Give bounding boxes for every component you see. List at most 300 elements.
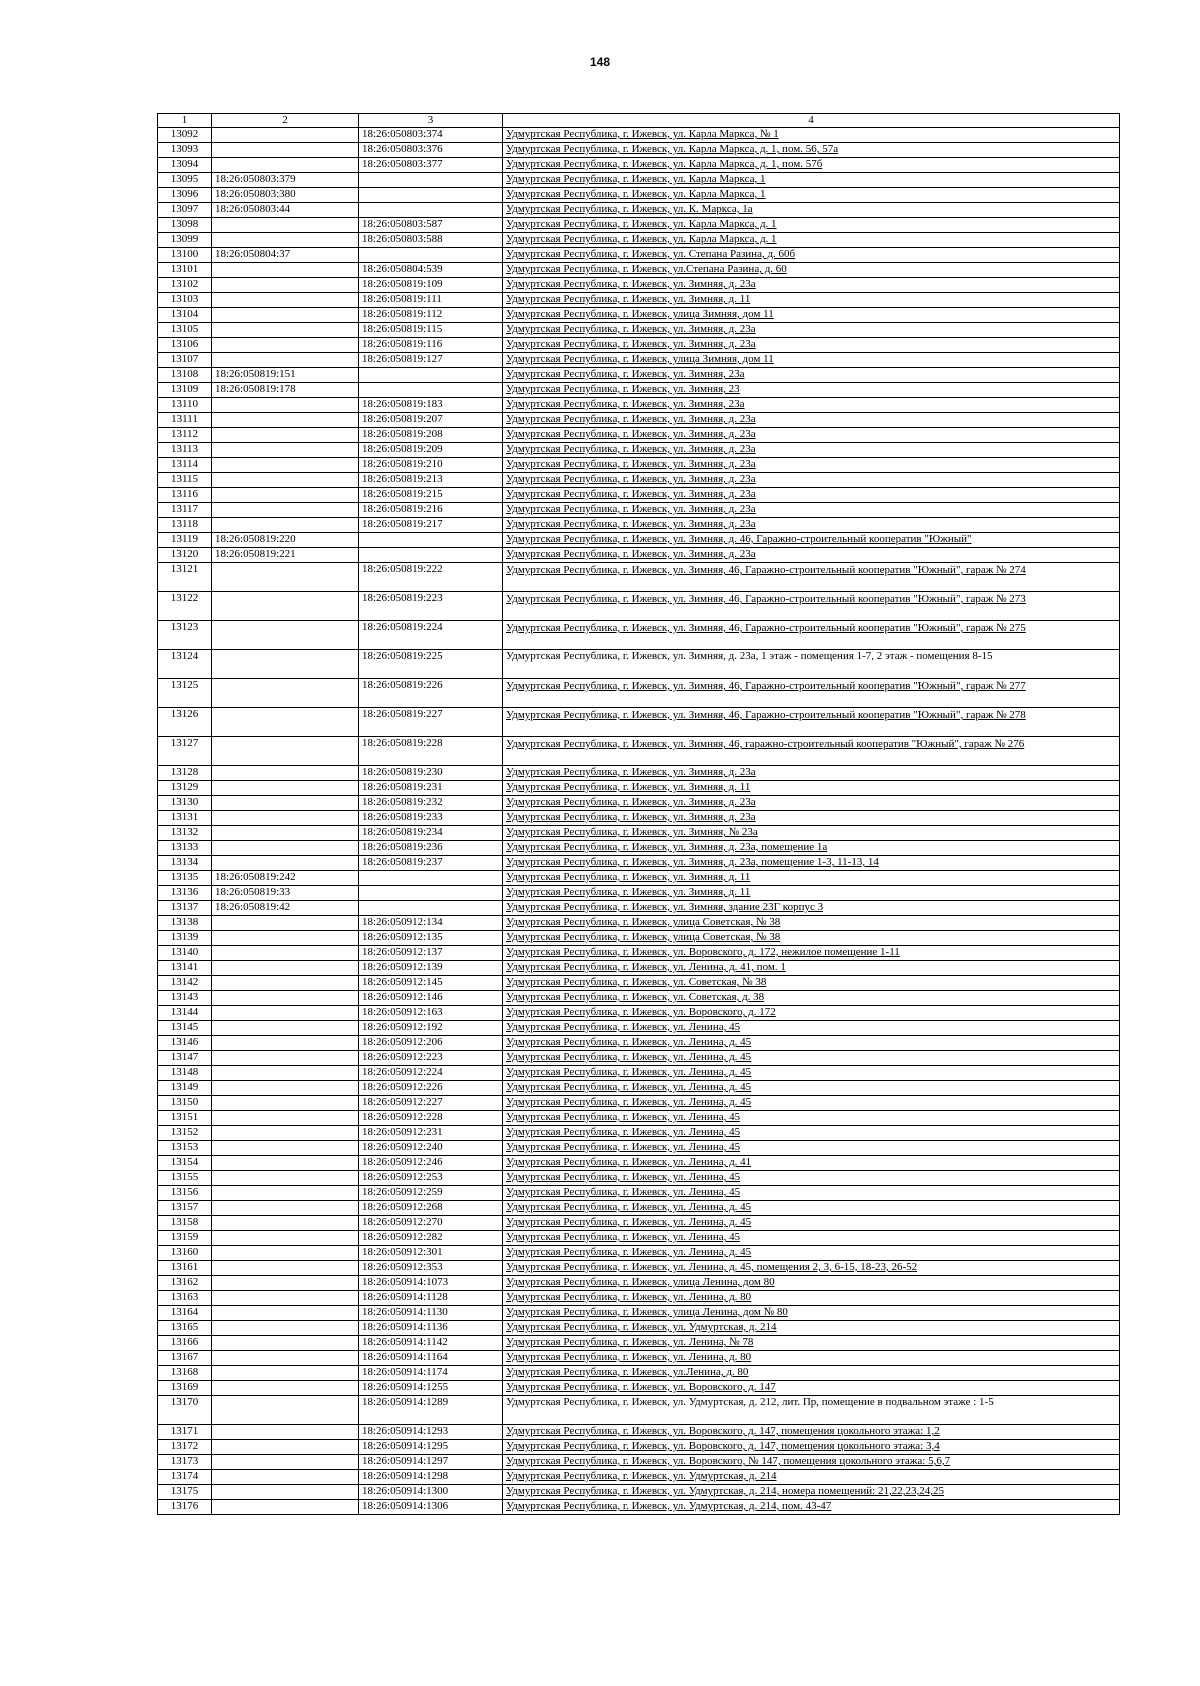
table-row [158,443,1120,458]
table-row [158,1216,1120,1231]
premises-cadastral-number-cell: 18:26:050914:1295 [359,1440,503,1455]
registry-table [157,113,1120,1515]
cadastral-number-cell: 18:26:050804:37 [212,248,359,263]
table-row [158,188,1120,203]
premises-cadastral-number-cell: 18:26:050819:225 [359,650,503,679]
address-cell: Удмуртская Республика, г. Ижевск, ул.Ленина, д. 80 [503,1366,1120,1381]
premises-cadastral-number-cell: 18:26:050914:1297 [359,1455,503,1470]
premises-cadastral-number-cell: 18:26:050914:1293 [359,1425,503,1440]
row-number-cell: 13132 [158,826,212,841]
table-row [158,563,1120,592]
premises-cadastral-number-cell: 18:26:050803:377 [359,158,503,173]
cadastral-number-cell [212,128,359,143]
cadastral-number-cell [212,1396,359,1425]
address-cell: Удмуртская Республика, г. Ижевск, ул. Ленина, 45 [503,1141,1120,1156]
premises-cadastral-number-cell: 18:26:050819:236 [359,841,503,856]
row-number-cell: 13139 [158,931,212,946]
table-row [158,1336,1120,1351]
cadastral-number-cell [212,621,359,650]
cadastral-number-cell [212,1291,359,1306]
cadastral-number-cell: 18:26:050803:44 [212,203,359,218]
table-row [158,841,1120,856]
address-cell: Удмуртская Республика, г. Ижевск, ул. Воровского, д. 172, нежилое помещение 1-11 [503,946,1120,961]
row-number-cell: 13111 [158,413,212,428]
premises-cadastral-number-cell: 18:26:050914:1073 [359,1276,503,1291]
row-number-cell: 13140 [158,946,212,961]
row-number-cell: 13142 [158,976,212,991]
row-number-cell: 13103 [158,293,212,308]
address-cell: Удмуртская Республика, г. Ижевск, ул. Воровского, д. 147, помещения цокольного этажа: 1,2 [503,1425,1120,1440]
row-number-cell: 13094 [158,158,212,173]
table-row [158,173,1120,188]
premises-cadastral-number-cell: 18:26:050912:282 [359,1231,503,1246]
cadastral-number-cell [212,679,359,708]
row-number-cell: 13095 [158,173,212,188]
row-number-cell: 13106 [158,338,212,353]
row-number-cell: 13138 [158,916,212,931]
row-number-cell: 13166 [158,1336,212,1351]
cadastral-number-cell [212,1216,359,1231]
cadastral-number-cell [212,1246,359,1261]
cadastral-number-cell [212,781,359,796]
row-number-cell: 13155 [158,1171,212,1186]
row-number-cell: 13096 [158,188,212,203]
cadastral-number-cell [212,488,359,503]
table-row [158,1021,1120,1036]
address-cell: Удмуртская Республика, г. Ижевск, ул. Зимняя, д. 23а [503,796,1120,811]
cadastral-number-cell [212,1006,359,1021]
address-cell: Удмуртская Республика, г. Ижевск, ул. Ленина, № 78 [503,1336,1120,1351]
address-cell: Удмуртская Республика, г. Ижевск, улица Советская, № 38 [503,916,1120,931]
cadastral-number-cell [212,1276,359,1291]
premises-cadastral-number-cell [359,886,503,901]
table-row [158,781,1120,796]
address-cell: Удмуртская Республика, г. Ижевск, ул. Воровского, д. 147 [503,1381,1120,1396]
premises-cadastral-number-cell: 18:26:050819:112 [359,308,503,323]
row-number-cell: 13148 [158,1066,212,1081]
row-number-cell: 13130 [158,796,212,811]
table-row [158,218,1120,233]
premises-cadastral-number-cell: 18:26:050819:216 [359,503,503,518]
premises-cadastral-number-cell [359,248,503,263]
table-row [158,961,1120,976]
row-number-cell: 13135 [158,871,212,886]
cadastral-number-cell [212,1036,359,1051]
address-cell: Удмуртская Республика, г. Ижевск, ул. Зимняя, д. 23а [503,503,1120,518]
address-cell: Удмуртская Республика, г. Ижевск, ул. Зимняя, 46, Гаражно-строительный кооператив "Южный", гараж № 278 [503,708,1120,737]
address-cell: Удмуртская Республика, г. Ижевск, ул. Зимняя, д. 23а, 1 этаж - помещения 1-7, 2 этаж - помещения 8-15 [503,650,1120,679]
address-cell: Удмуртская Республика, г. Ижевск, ул.Степана Разина, д. 60 [503,263,1120,278]
row-number-cell: 13143 [158,991,212,1006]
premises-cadastral-number-cell: 18:26:050912:259 [359,1186,503,1201]
table-row [158,679,1120,708]
row-number-cell: 13117 [158,503,212,518]
row-number-cell: 13144 [158,1006,212,1021]
address-cell: Удмуртская Республика, г. Ижевск, ул. Зимняя, д. 23а [503,443,1120,458]
row-number-cell: 13154 [158,1156,212,1171]
table-row [158,458,1120,473]
address-cell: Удмуртская Республика, г. Ижевск, ул. Зимняя, д. 11 [503,871,1120,886]
address-cell: Удмуртская Республика, г. Ижевск, ул. Карла Маркса, д. 1, пом. 57б [503,158,1120,173]
address-cell: Удмуртская Республика, г. Ижевск, ул. Зимняя, д. 23а [503,458,1120,473]
cadastral-number-cell [212,1186,359,1201]
premises-cadastral-number-cell [359,383,503,398]
row-number-cell: 13114 [158,458,212,473]
table-row [158,1156,1120,1171]
row-number-cell: 13173 [158,1455,212,1470]
row-number-cell: 13171 [158,1425,212,1440]
row-number-cell: 13150 [158,1096,212,1111]
row-number-cell: 13160 [158,1246,212,1261]
cadastral-number-cell [212,278,359,293]
table-row [158,650,1120,679]
row-number-cell: 13167 [158,1351,212,1366]
cadastral-number-cell [212,1500,359,1515]
premises-cadastral-number-cell: 18:26:050819:109 [359,278,503,293]
premises-cadastral-number-cell: 18:26:050912:240 [359,1141,503,1156]
table-row [158,1081,1120,1096]
premises-cadastral-number-cell: 18:26:050912:145 [359,976,503,991]
table-row [158,308,1120,323]
cadastral-number-cell [212,323,359,338]
premises-cadastral-number-cell: 18:26:050819:183 [359,398,503,413]
row-number-cell: 13105 [158,323,212,338]
address-cell: Удмуртская Республика, г. Ижевск, ул. Ленина, д. 45, помещения 2, 3, 6-15, 18-23, 26-52 [503,1261,1120,1276]
premises-cadastral-number-cell: 18:26:050912:231 [359,1126,503,1141]
premises-cadastral-number-cell: 18:26:050912:246 [359,1156,503,1171]
cadastral-number-cell [212,1231,359,1246]
cadastral-number-cell [212,293,359,308]
table-row [158,248,1120,263]
premises-cadastral-number-cell: 18:26:050914:1306 [359,1500,503,1515]
premises-cadastral-number-cell [359,871,503,886]
row-number-cell: 13158 [158,1216,212,1231]
row-number-cell: 13120 [158,548,212,563]
cadastral-number-cell [212,946,359,961]
table-row [158,856,1120,871]
table-row [158,886,1120,901]
row-number-cell: 13109 [158,383,212,398]
address-cell: Удмуртская Республика, г. Ижевск, ул. Зимняя, д. 23а [503,413,1120,428]
row-number-cell: 13116 [158,488,212,503]
cadastral-number-cell [212,1126,359,1141]
row-number-cell: 13133 [158,841,212,856]
address-cell: Удмуртская Республика, г. Ижевск, ул. Зимняя, д. 11 [503,886,1120,901]
table-row [158,1440,1120,1455]
premises-cadastral-number-cell: 18:26:050819:222 [359,563,503,592]
cadastral-number-cell [212,1366,359,1381]
row-number-cell: 13126 [158,708,212,737]
cadastral-number-cell: 18:26:050819:42 [212,901,359,916]
table-row [158,1171,1120,1186]
table-row [158,398,1120,413]
row-number-cell: 13165 [158,1321,212,1336]
address-cell: Удмуртская Республика, г. Ижевск, ул. Зимняя, д. 11 [503,781,1120,796]
cadastral-number-cell: 18:26:050819:178 [212,383,359,398]
premises-cadastral-number-cell: 18:26:050819:111 [359,293,503,308]
cadastral-number-cell [212,518,359,533]
table-row [158,1366,1120,1381]
premises-cadastral-number-cell: 18:26:050914:1130 [359,1306,503,1321]
table-row [158,1246,1120,1261]
address-cell: Удмуртская Республика, г. Ижевск, ул. Ленина, д. 41 [503,1156,1120,1171]
premises-cadastral-number-cell: 18:26:050912:353 [359,1261,503,1276]
column-header-4: 4 [503,114,1120,128]
address-cell: Удмуртская Республика, г. Ижевск, ул. Зимняя, д. 23а [503,323,1120,338]
table-row [158,278,1120,293]
premises-cadastral-number-cell: 18:26:050912:206 [359,1036,503,1051]
address-cell: Удмуртская Республика, г. Ижевск, ул. Ленина, 45 [503,1186,1120,1201]
address-cell: Удмуртская Республика, г. Ижевск, ул. Ленина, д. 45 [503,1246,1120,1261]
premises-cadastral-number-cell: 18:26:050819:209 [359,443,503,458]
table-row [158,1276,1120,1291]
table-row [158,1006,1120,1021]
cadastral-number-cell [212,826,359,841]
table-row [158,353,1120,368]
header-row [158,114,1120,128]
address-cell: Удмуртская Республика, г. Ижевск, ул. Зимняя, д. 23а [503,548,1120,563]
row-number-cell: 13134 [158,856,212,871]
table-row [158,1051,1120,1066]
cadastral-number-cell [212,353,359,368]
premises-cadastral-number-cell [359,368,503,383]
row-number-cell: 13152 [158,1126,212,1141]
cadastral-number-cell: 18:26:050803:380 [212,188,359,203]
row-number-cell: 13097 [158,203,212,218]
premises-cadastral-number-cell: 18:26:050912:227 [359,1096,503,1111]
row-number-cell: 13137 [158,901,212,916]
address-cell: Удмуртская Республика, г. Ижевск, ул. Воровского, д. 172 [503,1006,1120,1021]
address-cell: Удмуртская Республика, г. Ижевск, ул. Удмуртская, д. 212, лит. Пр, помещение в подвальном этаже : 1-5 [503,1396,1120,1425]
address-cell: Удмуртская Республика, г. Ижевск, ул. Зимняя, д. 23а [503,278,1120,293]
address-cell: Удмуртская Республика, г. Ижевск, ул. Зимняя, 46, Гаражно-строительный кооператив "Южный", гараж № 275 [503,621,1120,650]
row-number-cell: 13162 [158,1276,212,1291]
address-cell: Удмуртская Республика, г. Ижевск, ул. Зимняя, д. 23а [503,811,1120,826]
address-cell: Удмуртская Республика, г. Ижевск, ул. Зимняя, д. 23а [503,766,1120,781]
row-number-cell: 13141 [158,961,212,976]
row-number-cell: 13123 [158,621,212,650]
table-row [158,473,1120,488]
table-row [158,368,1120,383]
premises-cadastral-number-cell: 18:26:050912:135 [359,931,503,946]
address-cell: Удмуртская Республика, г. Ижевск, ул. Зимняя, д. 23а [503,488,1120,503]
table-row [158,916,1120,931]
address-cell: Удмуртская Республика, г. Ижевск, ул. Удмуртская, д. 214, номера помещений: 21,22,23,24,25 [503,1485,1120,1500]
table-row [158,1066,1120,1081]
cadastral-number-cell [212,1051,359,1066]
cadastral-number-cell [212,233,359,248]
table-row [158,548,1120,563]
address-cell: Удмуртская Республика, г. Ижевск, ул. Зимняя, 46, Гаражно-строительный кооператив "Южный", гараж № 277 [503,679,1120,708]
address-cell: Удмуртская Республика, г. Ижевск, ул. Карла Маркса, д. 1, пом. 56, 57а [503,143,1120,158]
premises-cadastral-number-cell: 18:26:050819:215 [359,488,503,503]
table-row [158,383,1120,398]
cadastral-number-cell [212,458,359,473]
table-row [158,203,1120,218]
row-number-cell: 13175 [158,1485,212,1500]
cadastral-number-cell [212,308,359,323]
premises-cadastral-number-cell: 18:26:050819:227 [359,708,503,737]
premises-cadastral-number-cell: 18:26:050819:223 [359,592,503,621]
premises-cadastral-number-cell: 18:26:050914:1174 [359,1366,503,1381]
cadastral-number-cell [212,1111,359,1126]
cadastral-number-cell [212,1066,359,1081]
table-row [158,233,1120,248]
row-number-cell: 13118 [158,518,212,533]
cadastral-number-cell [212,443,359,458]
address-cell: Удмуртская Республика, г. Ижевск, ул. Ленина, д. 45 [503,1201,1120,1216]
premises-cadastral-number-cell: 18:26:050819:237 [359,856,503,871]
premises-cadastral-number-cell: 18:26:050912:228 [359,1111,503,1126]
column-header-2: 2 [212,114,359,128]
address-cell: Удмуртская Республика, г. Ижевск, ул. Ленина, д. 45 [503,1051,1120,1066]
cadastral-number-cell [212,1201,359,1216]
address-cell: Удмуртская Республика, г. Ижевск, ул. Ленина, д. 41, пом. 1 [503,961,1120,976]
address-cell: Удмуртская Республика, г. Ижевск, ул. Зимняя, 23 [503,383,1120,398]
premises-cadastral-number-cell: 18:26:050819:127 [359,353,503,368]
cadastral-number-cell [212,841,359,856]
row-number-cell: 13149 [158,1081,212,1096]
premises-cadastral-number-cell: 18:26:050914:1289 [359,1396,503,1425]
row-number-cell: 13102 [158,278,212,293]
row-number-cell: 13113 [158,443,212,458]
table-row [158,413,1120,428]
table-row [158,1351,1120,1366]
address-cell: Удмуртская Республика, г. Ижевск, ул. Зимняя, здание 23Г корпус 3 [503,901,1120,916]
cadastral-number-cell [212,1306,359,1321]
cadastral-number-cell [212,931,359,946]
address-cell: Удмуртская Республика, г. Ижевск, ул. Зимняя, д. 23а [503,338,1120,353]
row-number-cell: 13157 [158,1201,212,1216]
cadastral-number-cell [212,916,359,931]
row-number-cell: 13127 [158,737,212,766]
cadastral-number-cell [212,1455,359,1470]
address-cell: Удмуртская Республика, г. Ижевск, ул. Ленина, д. 45 [503,1066,1120,1081]
address-cell: Удмуртская Республика, г. Ижевск, ул. Зимняя, д. 23а, помещение 1-3, 11-13, 14 [503,856,1120,871]
premises-cadastral-number-cell [359,188,503,203]
cadastral-number-cell [212,398,359,413]
row-number-cell: 13159 [158,1231,212,1246]
row-number-cell: 13151 [158,1111,212,1126]
address-cell: Удмуртская Республика, г. Ижевск, улица Зимняя, дом 11 [503,308,1120,323]
cadastral-number-cell [212,1096,359,1111]
address-cell: Удмуртская Республика, г. Ижевск, ул. Ленина, д. 45 [503,1096,1120,1111]
cadastral-number-cell [212,811,359,826]
table-row [158,143,1120,158]
cadastral-number-cell [212,1381,359,1396]
table-row [158,766,1120,781]
row-number-cell: 13122 [158,592,212,621]
table-row [158,871,1120,886]
table-row [158,1291,1120,1306]
row-number-cell: 13172 [158,1440,212,1455]
address-cell: Удмуртская Республика, г. Ижевск, ул. Ленина, 45 [503,1021,1120,1036]
premises-cadastral-number-cell: 18:26:050803:588 [359,233,503,248]
cadastral-number-cell [212,428,359,443]
cadastral-number-cell [212,1156,359,1171]
table-row [158,128,1120,143]
premises-cadastral-number-cell: 18:26:050914:1300 [359,1485,503,1500]
address-cell: Удмуртская Республика, г. Ижевск, ул. Удмуртская, д. 214 [503,1321,1120,1336]
cadastral-number-cell [212,1021,359,1036]
table-row [158,1036,1120,1051]
premises-cadastral-number-cell: 18:26:050912:192 [359,1021,503,1036]
premises-cadastral-number-cell: 18:26:050819:230 [359,766,503,781]
table-row [158,1321,1120,1336]
table-row [158,1231,1120,1246]
table-row [158,1141,1120,1156]
table-row [158,1111,1120,1126]
premises-cadastral-number-cell: 18:26:050912:224 [359,1066,503,1081]
row-number-cell: 13168 [158,1366,212,1381]
premises-cadastral-number-cell: 18:26:050912:253 [359,1171,503,1186]
premises-cadastral-number-cell: 18:26:050819:224 [359,621,503,650]
premises-cadastral-number-cell: 18:26:050819:228 [359,737,503,766]
table-row [158,796,1120,811]
premises-cadastral-number-cell: 18:26:050819:213 [359,473,503,488]
address-cell: Удмуртская Республика, г. Ижевск, улица Советская, № 38 [503,931,1120,946]
row-number-cell: 13145 [158,1021,212,1036]
row-number-cell: 13110 [158,398,212,413]
table-row [158,991,1120,1006]
table-row [158,518,1120,533]
table-row [158,1500,1120,1515]
table-row [158,1425,1120,1440]
row-number-cell: 13131 [158,811,212,826]
row-number-cell: 13107 [158,353,212,368]
cadastral-number-cell [212,1440,359,1455]
address-cell: Удмуртская Республика, г. Ижевск, ул. Зимняя, д. 23а, помещение 1а [503,841,1120,856]
premises-cadastral-number-cell: 18:26:050804:539 [359,263,503,278]
table-row [158,533,1120,548]
address-cell: Удмуртская Республика, г. Ижевск, ул. Зимняя, д. 46, Гаражно-строительный кооператив "Южный" [503,533,1120,548]
address-cell: Удмуртская Республика, г. Ижевск, ул. Карла Маркса, д. 1 [503,233,1120,248]
cadastral-number-cell: 18:26:050819:220 [212,533,359,548]
row-number-cell: 13156 [158,1186,212,1201]
table-row [158,826,1120,841]
row-number-cell: 13176 [158,1500,212,1515]
cadastral-number-cell [212,1470,359,1485]
cadastral-number-cell [212,218,359,233]
cadastral-number-cell [212,1321,359,1336]
cadastral-number-cell: 18:26:050803:379 [212,173,359,188]
row-number-cell: 13098 [158,218,212,233]
row-number-cell: 13174 [158,1470,212,1485]
premises-cadastral-number-cell: 18:26:050912:163 [359,1006,503,1021]
table-row [158,1306,1120,1321]
table-row [158,976,1120,991]
table-row [158,1261,1120,1276]
page-number: 148 [589,55,611,69]
table-row [158,621,1120,650]
cadastral-number-cell [212,1261,359,1276]
address-cell: Удмуртская Республика, г. Ижевск, ул. Карла Маркса, 1 [503,188,1120,203]
cadastral-number-cell [212,563,359,592]
row-number-cell: 13108 [158,368,212,383]
address-cell: Удмуртская Республика, г. Ижевск, ул. Карла Маркса, 1 [503,173,1120,188]
address-cell: Удмуртская Республика, г. Ижевск, ул. Карла Маркса, д. 1 [503,218,1120,233]
premises-cadastral-number-cell: 18:26:050912:137 [359,946,503,961]
table-row [158,338,1120,353]
premises-cadastral-number-cell: 18:26:050912:223 [359,1051,503,1066]
row-number-cell: 13147 [158,1051,212,1066]
premises-cadastral-number-cell: 18:26:050819:217 [359,518,503,533]
address-cell: Удмуртская Республика, г. Ижевск, ул. Зимняя, 46, Гаражно-строительный кооператив "Южный", гараж № 274 [503,563,1120,592]
table-row [158,323,1120,338]
address-cell: Удмуртская Республика, г. Ижевск, ул. Ленина, д. 45 [503,1036,1120,1051]
row-number-cell: 13170 [158,1396,212,1425]
table-row [158,1201,1120,1216]
